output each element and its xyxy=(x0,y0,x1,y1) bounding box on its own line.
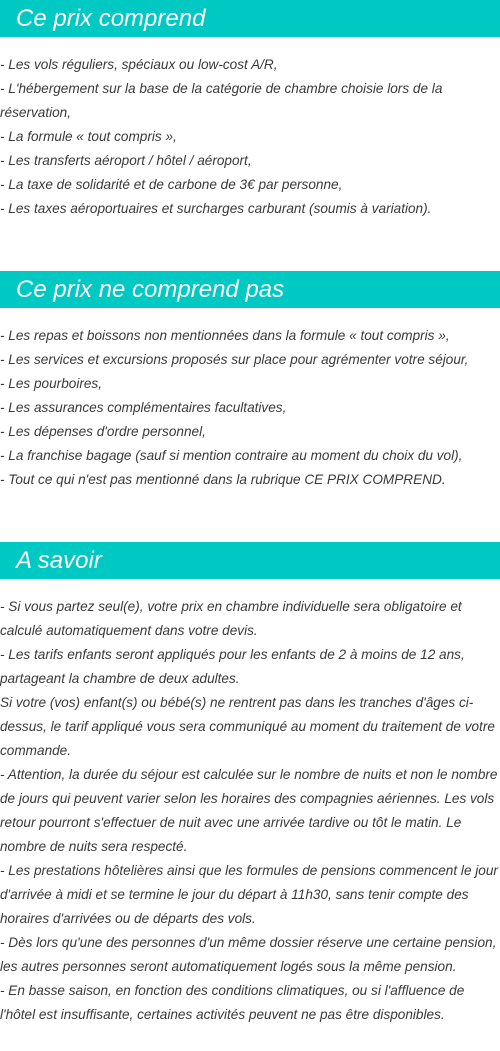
list-item: - L'hébergement sur la base de la catégorie de chambre choisie lors de la réservation, xyxy=(0,81,443,120)
list-item: Si votre (vos) enfant(s) ou bébé(s) ne rentrent pas dans les tranches d'âges ci-dessus, le tarif appliqué vous sera communiqué au moment du traitement de votre commande. xyxy=(0,695,495,758)
list-item: - La taxe de solidarité et de carbone de 3€ par personne, xyxy=(0,177,343,192)
list-item: - En basse saison, en fonction des conditions climatiques, ou si l'affluence de l'hôtel est insuffisante, certaines activités peuvent ne pas être disponibles. xyxy=(0,983,465,1022)
list-item: - Les vols réguliers, spéciaux ou low-cost A/R, xyxy=(0,57,278,72)
list-item: - Les dépenses d'ordre personnel, xyxy=(0,424,206,439)
section-ce-prix-comprend xyxy=(0,0,500,221)
exclusions-list xyxy=(0,324,500,492)
list-item: - Dès lors qu'une des personnes d'un même dossier réserve une certaine pension, les autres personnes seront automatiquement logés sous la même pension. xyxy=(0,935,497,974)
section-title: Ce prix comprend xyxy=(0,0,500,37)
list-item: - Les prestations hôtelières ainsi que les formules de pensions commencent le jour d'arrivée à midi et se termine le jour du départ à 11h30, sans tenir compte des horaires d'arrivées ou de départs des vols. xyxy=(0,863,498,926)
list-item: - Les tarifs enfants seront appliqués pour les enfants de 2 à moins de 12 ans, partageant la chambre de deux adultes. xyxy=(0,647,465,686)
section-a-savoir xyxy=(0,542,500,1022)
list-item: - Attention, la durée du séjour est calculée sur le nombre de nuits et non le nombre de jours qui peuvent varier selon les horaires des compagnies aériennes. Les vols retour pourront s'effectuer de nuit avec une arrivée tardive ou tôt le matin. Le nombre de nuits sera respecté. xyxy=(0,767,498,854)
notes-list xyxy=(0,595,500,1027)
section-ce-prix-ne-comprend-pas xyxy=(0,271,500,492)
section-title: A savoir xyxy=(0,542,500,579)
list-item: - Les repas et boissons non mentionnées dans la formule « tout compris », xyxy=(0,328,450,343)
list-item: - La formule « tout compris », xyxy=(0,129,177,144)
list-item: - Si vous partez seul(e), votre prix en chambre individuelle sera obligatoire et calculé automatiquement dans votre devis. xyxy=(0,599,462,638)
list-item: - Les assurances complémentaires facultatives, xyxy=(0,400,287,415)
list-item: - La franchise bagage (sauf si mention contraire au moment du choix du vol), xyxy=(0,448,463,463)
section-title: Ce prix ne comprend pas xyxy=(0,271,500,308)
list-item: - Les pourboires, xyxy=(0,376,103,391)
list-item: - Les services et excursions proposés sur place pour agrémenter votre séjour, xyxy=(0,352,469,367)
list-item: - Les taxes aéroportuaires et surcharges carburant (soumis à variation). xyxy=(0,201,432,216)
list-item: - Les transferts aéroport / hôtel / aéroport, xyxy=(0,153,252,168)
list-item: - Tout ce qui n'est pas mentionné dans la rubrique CE PRIX COMPREND. xyxy=(0,472,446,487)
inclusions-list xyxy=(0,53,500,221)
